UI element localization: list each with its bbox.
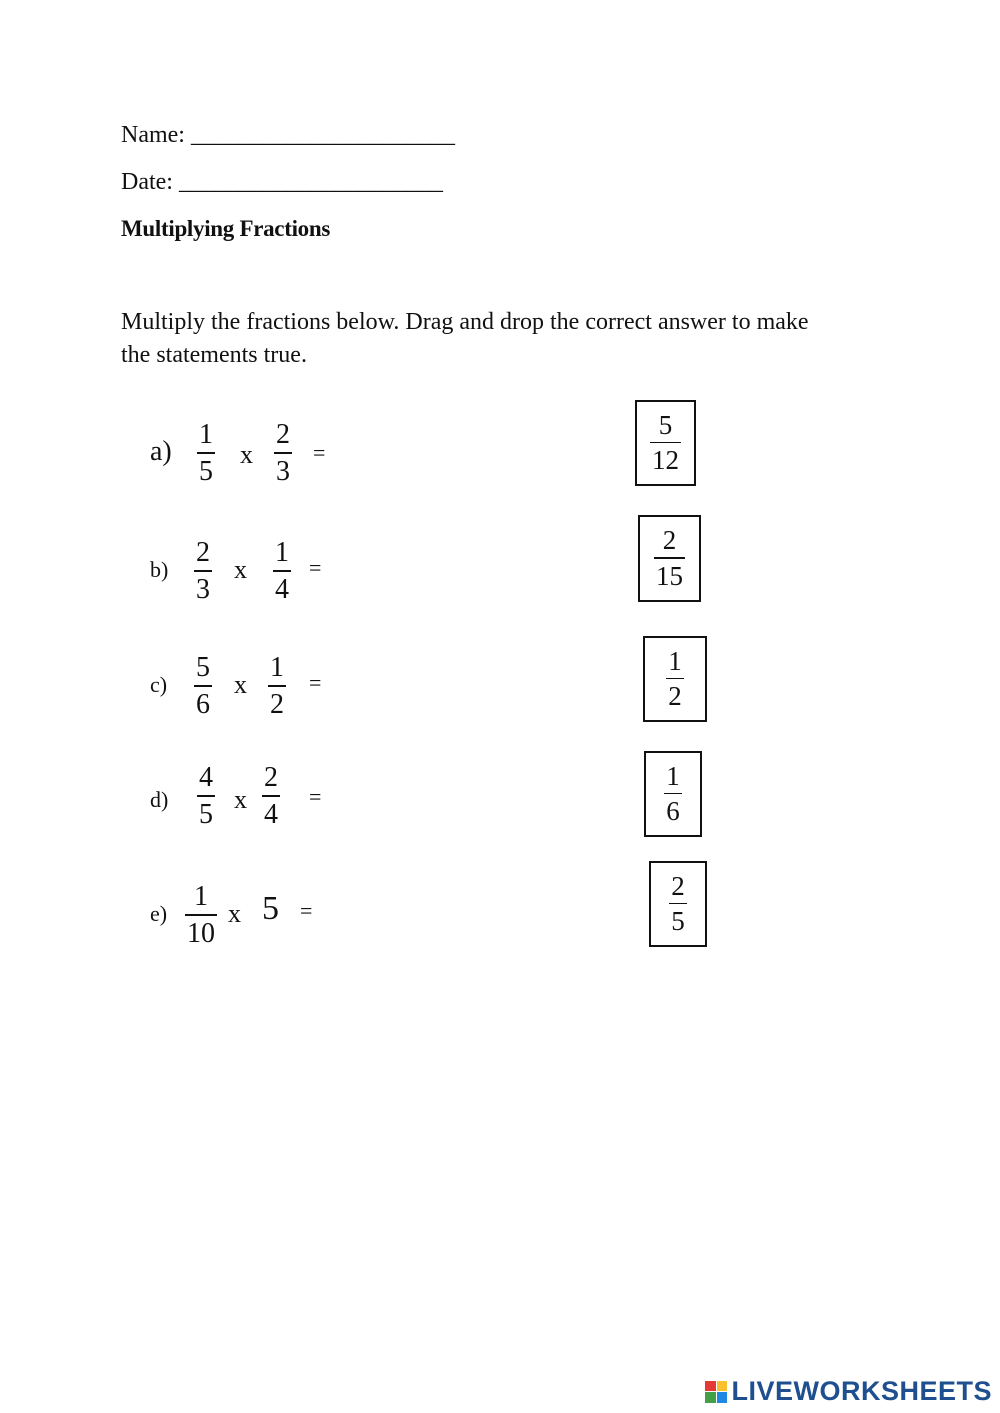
denominator: 2 bbox=[270, 688, 284, 720]
liveworksheets-logo[interactable] bbox=[705, 1376, 992, 1407]
fraction-bar bbox=[664, 793, 682, 795]
denominator: 6 bbox=[196, 688, 210, 720]
numerator: 1 bbox=[194, 881, 208, 912]
numerator: 2 bbox=[196, 537, 210, 568]
fraction-bar bbox=[666, 678, 684, 680]
times-sign: x bbox=[228, 899, 241, 928]
fraction-bar bbox=[650, 442, 681, 444]
numerator: 2 bbox=[671, 870, 685, 901]
numerator: 4 bbox=[199, 762, 213, 793]
answer-tile-2-15[interactable] bbox=[638, 515, 701, 602]
fraction-b bbox=[262, 763, 280, 830]
logo-square-icon bbox=[705, 1392, 716, 1403]
logo-square-icon bbox=[717, 1392, 728, 1403]
denominator: 2 bbox=[668, 681, 682, 712]
problem-label: e) bbox=[150, 901, 168, 926]
denominator: 6 bbox=[666, 796, 680, 827]
denominator: 10 bbox=[187, 917, 215, 949]
logo-mark-icon bbox=[705, 1381, 727, 1403]
answer-fraction bbox=[664, 762, 682, 827]
fraction-bar bbox=[268, 685, 286, 687]
equals-sign: = bbox=[309, 784, 322, 809]
numerator: 2 bbox=[276, 419, 290, 450]
answer-fraction bbox=[650, 411, 681, 476]
equals-sign: = bbox=[309, 555, 322, 580]
numerator: 1 bbox=[666, 760, 680, 791]
fraction-b bbox=[274, 420, 292, 487]
fraction-a bbox=[194, 538, 212, 605]
whole-number: 5 bbox=[262, 890, 279, 927]
equals-sign: = bbox=[313, 440, 326, 465]
fraction-bar bbox=[194, 570, 212, 572]
times-sign: x bbox=[234, 785, 247, 814]
fraction-bar bbox=[197, 452, 215, 454]
numerator: 1 bbox=[668, 645, 682, 676]
problem-label: b) bbox=[150, 557, 169, 582]
name-line: Name: ______________________ bbox=[121, 122, 455, 148]
denominator: 5 bbox=[199, 798, 213, 830]
logo-text: LIVEWORKSHEETS bbox=[731, 1376, 992, 1406]
fraction-bar bbox=[669, 903, 687, 905]
answer-tile-1-6[interactable] bbox=[644, 751, 702, 837]
answer-tile-1-2[interactable] bbox=[643, 636, 707, 722]
fraction-a bbox=[194, 653, 212, 720]
fraction-a bbox=[185, 882, 217, 949]
denominator: 4 bbox=[264, 798, 278, 830]
fraction-bar bbox=[654, 557, 685, 559]
answer-tile-2-5[interactable] bbox=[649, 861, 707, 947]
numerator: 5 bbox=[196, 652, 210, 683]
numerator: 2 bbox=[662, 525, 677, 556]
logo-square-icon bbox=[717, 1381, 728, 1392]
times-sign: x bbox=[240, 440, 253, 469]
fraction-a bbox=[197, 420, 215, 487]
equals-sign: = bbox=[309, 670, 322, 695]
denominator: 12 bbox=[652, 445, 679, 476]
denominator: 15 bbox=[656, 560, 683, 591]
fraction-b bbox=[273, 538, 291, 605]
fraction-bar bbox=[274, 452, 292, 454]
numerator: 1 bbox=[275, 537, 289, 568]
fraction-b bbox=[268, 653, 286, 720]
denominator: 5 bbox=[199, 455, 213, 487]
numerator: 1 bbox=[270, 652, 284, 683]
instructions: Multiply the fractions below. Drag and drop the correct answer to make the statements true. bbox=[121, 309, 809, 368]
times-sign: x bbox=[234, 670, 247, 699]
denominator: 5 bbox=[671, 906, 685, 937]
fraction-bar bbox=[197, 795, 215, 797]
date-line: Date: ______________________ bbox=[121, 169, 443, 195]
numerator: 1 bbox=[199, 419, 213, 450]
numerator: 5 bbox=[658, 409, 673, 440]
fraction-bar bbox=[273, 570, 291, 572]
numerator: 2 bbox=[264, 762, 278, 793]
equals-sign: = bbox=[300, 898, 313, 923]
times-sign: x bbox=[234, 555, 247, 584]
answer-fraction bbox=[654, 526, 685, 591]
logo-square-icon bbox=[705, 1381, 716, 1392]
problem-label: c) bbox=[150, 672, 168, 697]
fraction-bar bbox=[194, 685, 212, 687]
problem-label: d) bbox=[150, 787, 169, 812]
fraction-bar bbox=[185, 914, 217, 916]
denominator: 3 bbox=[196, 573, 210, 605]
answer-tile-5-12[interactable] bbox=[635, 400, 696, 486]
worksheet-title: Multiplying Fractions bbox=[121, 216, 331, 241]
answer-fraction bbox=[669, 872, 687, 937]
answer-fraction bbox=[666, 647, 684, 712]
denominator: 3 bbox=[276, 455, 290, 487]
fraction-a bbox=[197, 763, 215, 830]
fraction-bar bbox=[262, 795, 280, 797]
denominator: 4 bbox=[275, 573, 289, 605]
problem-label: a) bbox=[150, 436, 172, 467]
